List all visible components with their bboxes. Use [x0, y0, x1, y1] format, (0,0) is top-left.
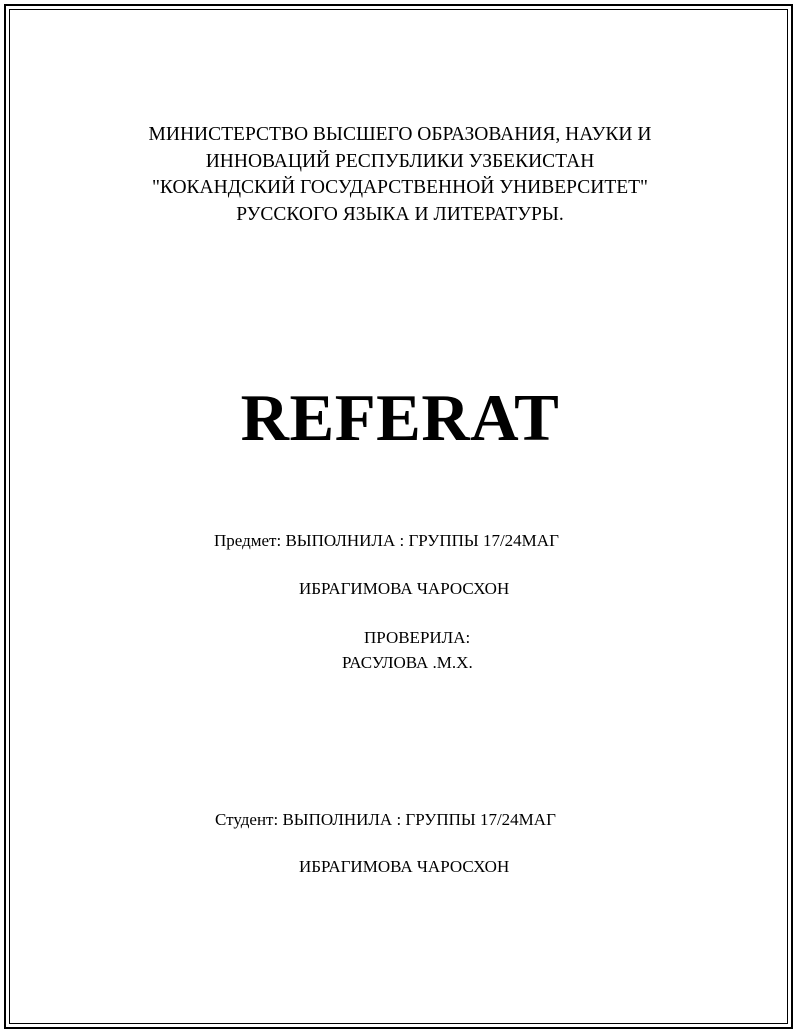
checked-by-label: ПРОВЕРИЛА:: [364, 628, 471, 647]
subject-student-name: ИБРАГИМОВА ЧАРОСХОН: [299, 579, 510, 598]
document-title: REFERAT: [240, 381, 560, 455]
checker-name: РАСУЛОВА .М.Х.: [342, 653, 473, 672]
header-line-ministry: МИНИСТЕРСТВО ВЫСШЕГО ОБРАЗОВАНИЯ, НАУКИ И: [148, 124, 652, 145]
student-line: Студент: ВЫПОЛНИЛА : ГРУППЫ 17/24МАГ: [215, 810, 556, 829]
header-line-innovation: ИННОВАЦИЙ РЕСПУБЛИКИ УЗБЕКИСТАН: [205, 150, 595, 172]
institution-header: [0, 122, 800, 228]
header-line-university: "КОКАНДСКИЙ ГОСУДАРСТВЕННОЙ УНИВЕРСИТЕТ": [151, 177, 649, 198]
subject-line: Предмет: ВЫПОЛНИЛА : ГРУППЫ 17/24МАГ: [214, 531, 559, 550]
student-name: ИБРАГИМОВА ЧАРОСХОН: [299, 857, 510, 876]
header-line-department: РУССКОГО ЯЗЫКА И ЛИТЕРАТУРЫ.: [236, 203, 564, 225]
